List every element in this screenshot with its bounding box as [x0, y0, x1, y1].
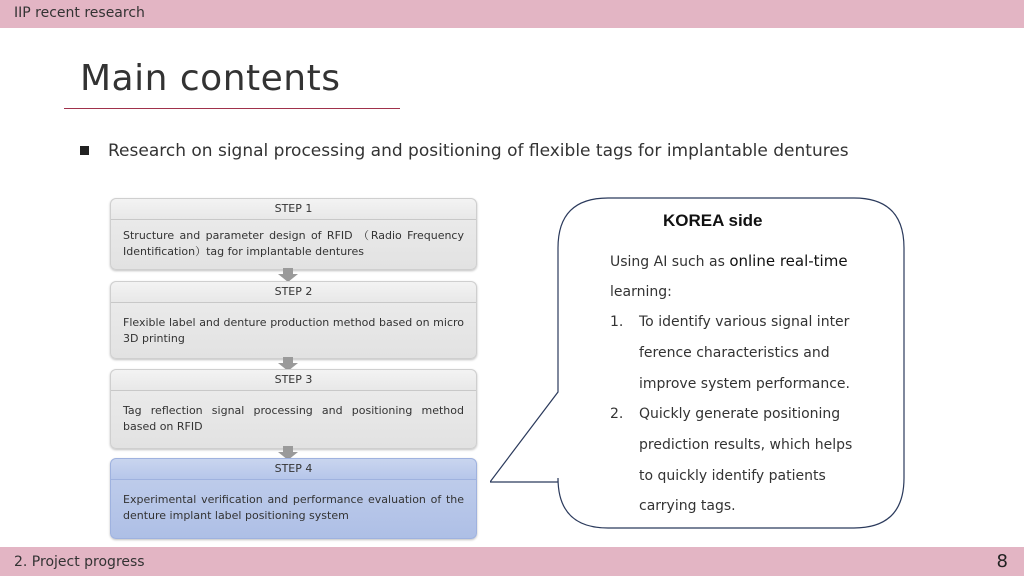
korea-item-2-line-3: to quickly identify patients: [639, 468, 826, 484]
korea-item-1-line-3: improve system performance.: [639, 376, 850, 392]
korea-item-1-number: 1.: [610, 314, 624, 330]
page-title: Main contents: [80, 58, 341, 99]
down-arrow-icon: [278, 268, 298, 282]
korea-item-2-line-4: carrying tags.: [639, 498, 736, 514]
step-3-label: STEP 3: [111, 370, 476, 391]
bullet-text: Research on signal processing and positioning of flexible tags for implantable dentures: [108, 141, 849, 161]
title-underline: [64, 108, 400, 109]
step-1-label: STEP 1: [111, 199, 476, 220]
page-number: 8: [996, 551, 1008, 572]
step-3-box: [110, 369, 477, 449]
footer-section-label: 2. Project progress: [14, 554, 145, 570]
header-label: IIP recent research: [14, 5, 145, 21]
korea-item-1-line-2: ference characteristics and: [639, 345, 830, 361]
step-3-text: Tag reflection signal processing and positioning method based on RFID: [123, 404, 464, 433]
korea-item-2-text-1: Quickly generate positioning: [639, 406, 841, 422]
step-2-label: STEP 2: [111, 282, 476, 303]
korea-intro-line-2: learning:: [610, 284, 672, 300]
korea-side-title: KOREA side: [663, 211, 763, 230]
step-4-label: STEP 4: [111, 459, 476, 480]
korea-intro-line: [610, 252, 848, 270]
korea-item-1-line-1: [610, 314, 849, 330]
korea-item-2-line-2: prediction results, which helps: [639, 437, 853, 453]
korea-intro-highlight: online real-time: [729, 252, 848, 270]
square-bullet-icon: [80, 146, 89, 155]
korea-item-2-line-1: [610, 406, 840, 422]
top-bar: [0, 0, 1024, 28]
bottom-bar: [0, 547, 1024, 576]
step-1-text: Structure and parameter design of RFID （Radio Frequency Identification）tag for implantable dentures: [123, 229, 464, 258]
step-4-box: [110, 458, 477, 539]
step-2-box: [110, 281, 477, 359]
korea-item-1-text-1: To identify various signal inter: [639, 314, 850, 330]
step-2-text: Flexible label and denture production method based on micro 3D printing: [123, 316, 464, 345]
korea-intro-text: Using AI such as: [610, 254, 730, 270]
step-4-text: Experimental verification and performance evaluation of the denture implant label positioning system: [123, 493, 464, 522]
step-1-box: [110, 198, 477, 270]
korea-item-2-number: 2.: [610, 406, 624, 422]
